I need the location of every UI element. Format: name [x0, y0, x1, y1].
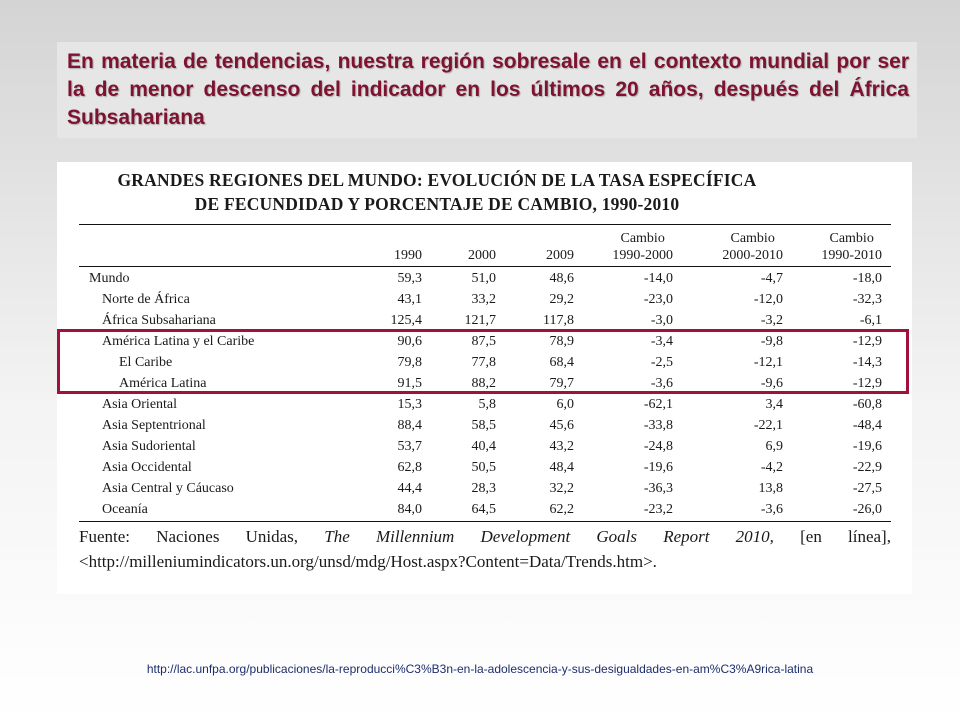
table-bottom-rule [79, 521, 891, 522]
header-cambio-2000-2010: Cambio 2000-2010 [722, 231, 783, 263]
table-row: Norte de África 43,1 33,2 29,2 -23,0 -12,0 -32,3 [102, 292, 882, 307]
table-row: África Subsahariana 125,4 121,7 117,8 -3,0 -3,2 -6,1 [102, 313, 882, 328]
headline-box [57, 42, 917, 138]
table-title-line-2: DE FECUNDIDAD Y PORCENTAJE DE CAMBIO, 1990-2010 [194, 194, 680, 214]
header-cambio-1990-2000: Cambio 1990-2000 [612, 231, 673, 263]
table-title [77, 168, 797, 216]
header-cambio-1990-2010: Cambio 1990-2010 [821, 231, 882, 263]
table-title-line-1: GRANDES REGIONES DEL MUNDO: EVOLUCIÓN DE LA TASA ESPECÍFICA [117, 170, 757, 190]
table-row: Oceanía 84,0 64,5 62,2 -23,2 -3,6 -26,0 [102, 502, 882, 517]
table-top-rule [79, 224, 891, 225]
header-2000: 2000 [468, 248, 496, 263]
table-row: América Latina 91,5 88,2 79,7 -3,6 -9,6 -12,9 [119, 376, 882, 391]
table-header-rule [79, 266, 891, 267]
header-2009: 2009 [546, 248, 574, 263]
headline-text: En materia de tendencias, nuestra región sobresale en el contexto mundial por ser la de menor descenso del indicador en los últimos 20 años, después del África Subsahariana [67, 50, 909, 129]
source-line-1: Fuente: Naciones Unidas, The Millennium Development Goals Report 2010, [en línea], [79, 527, 891, 546]
table-source-note [79, 524, 891, 574]
table-row: Mundo 59,3 51,0 48,6 -14,0 -4,7 -18,0 [89, 271, 882, 286]
source-url: http://lac.unfpa.org/publicaciones/la-reproducci%C3%B3n-en-la-adolescencia-y-sus-desigualdades-en-am%C3%A9rica-latina [146, 662, 814, 676]
table-row: América Latina y el Caribe 90,6 87,5 78,9 -3,4 -9,8 -12,9 [102, 334, 882, 349]
table-row: Asia Central y Cáucaso 44,4 28,3 32,2 -36,3 13,8 -27,5 [102, 481, 882, 496]
table-row: Asia Oriental 15,3 5,8 6,0 -62,1 3,4 -60,8 [102, 397, 882, 412]
table-row: Asia Sudoriental 53,7 40,4 43,2 -24,8 6,9 -19,6 [102, 439, 882, 454]
table-row: El Caribe 79,8 77,8 68,4 -2,5 -12,1 -14,3 [119, 355, 882, 370]
table-row: Asia Occidental 62,8 50,5 48,4 -19,6 -4,2 -22,9 [102, 460, 882, 475]
source-line-2: <http://milleniumindicators.un.org/unsd/mdg/Host.aspx?Content=Data/Trends.htm>. [79, 552, 657, 571]
latin-america-highlight-box [57, 329, 909, 394]
header-1990: 1990 [394, 248, 422, 263]
table-row: Asia Septentrional 88,4 58,5 45,6 -33,8 -22,1 -48,4 [102, 418, 882, 433]
